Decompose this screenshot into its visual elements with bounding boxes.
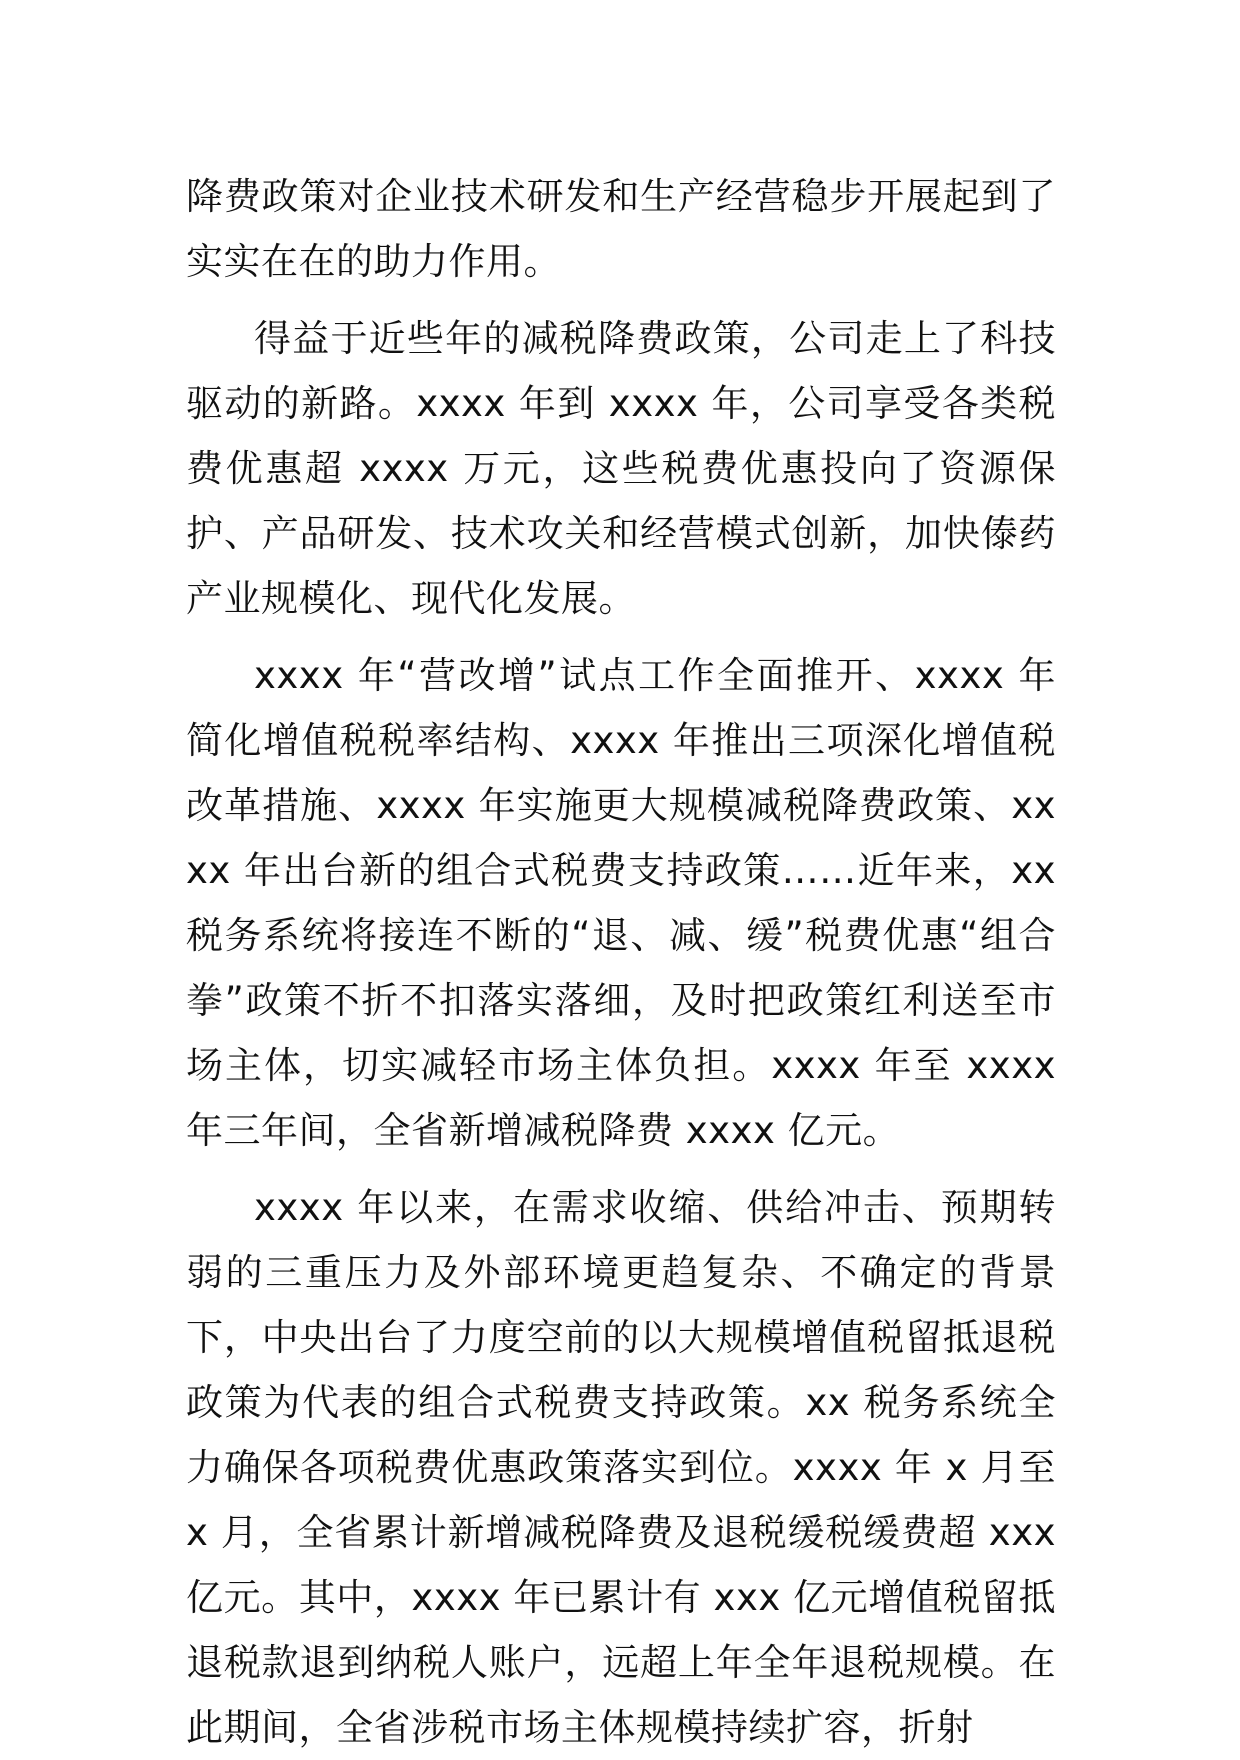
- paragraph-1: 降费政策对企业技术研发和生产经营稳步开展起到了实实在在的助力作用。: [186, 175, 1056, 283]
- paragraph-4: xxxx 年以来，在需求收缩、供给冲击、预期转弱的三重压力及外部环境更趋复杂、不确定的背景下，中央出台了力度空前的以大规模增值税留抵退税政策为代表的组合式税费支持政策。xx 税务系统全力确保各项税费优惠政策落实到位。xxxx 年 x 月至 x 月，全省累计新增减税降费及退税缓税缓费超 xxx 亿元。其中，xxxx 年已累计有 xxx 亿元增值税留抵退税款退到纳税人账户，远超上年全年退税规模。在此期间，全省涉税市场主体规模持续扩容，折射: [186, 1186, 1056, 1749]
- document-body: [186, 164, 1056, 1760]
- paragraph-2: 得益于近些年的减税降费政策，公司走上了科技驱动的新路。xxxx 年到 xxxx 年，公司享受各类税费优惠超 xxxx 万元，这些税费优惠投向了资源保护、产品研发、技术攻关和经营模式创新，加快傣药产业规模化、现代化发展。: [186, 317, 1056, 620]
- paragraph-3: xxxx 年“营改增”试点工作全面推开、xxxx 年简化增值税税率结构、xxxx 年推出三项深化增值税改革措施、xxxx 年实施更大规模减税降费政策、xxxx 年出台新的组合式税费支持政策……近年来，xx 税务系统将接连不断的“退、减、缓”税费优惠“组合拳”政策不折不扣落实落细，及时把政策红利送至市场主体，切实减轻市场主体负担。xxxx 年至 xxxx 年三年间，全省新增减税降费 xxxx 亿元。: [186, 654, 1056, 1152]
